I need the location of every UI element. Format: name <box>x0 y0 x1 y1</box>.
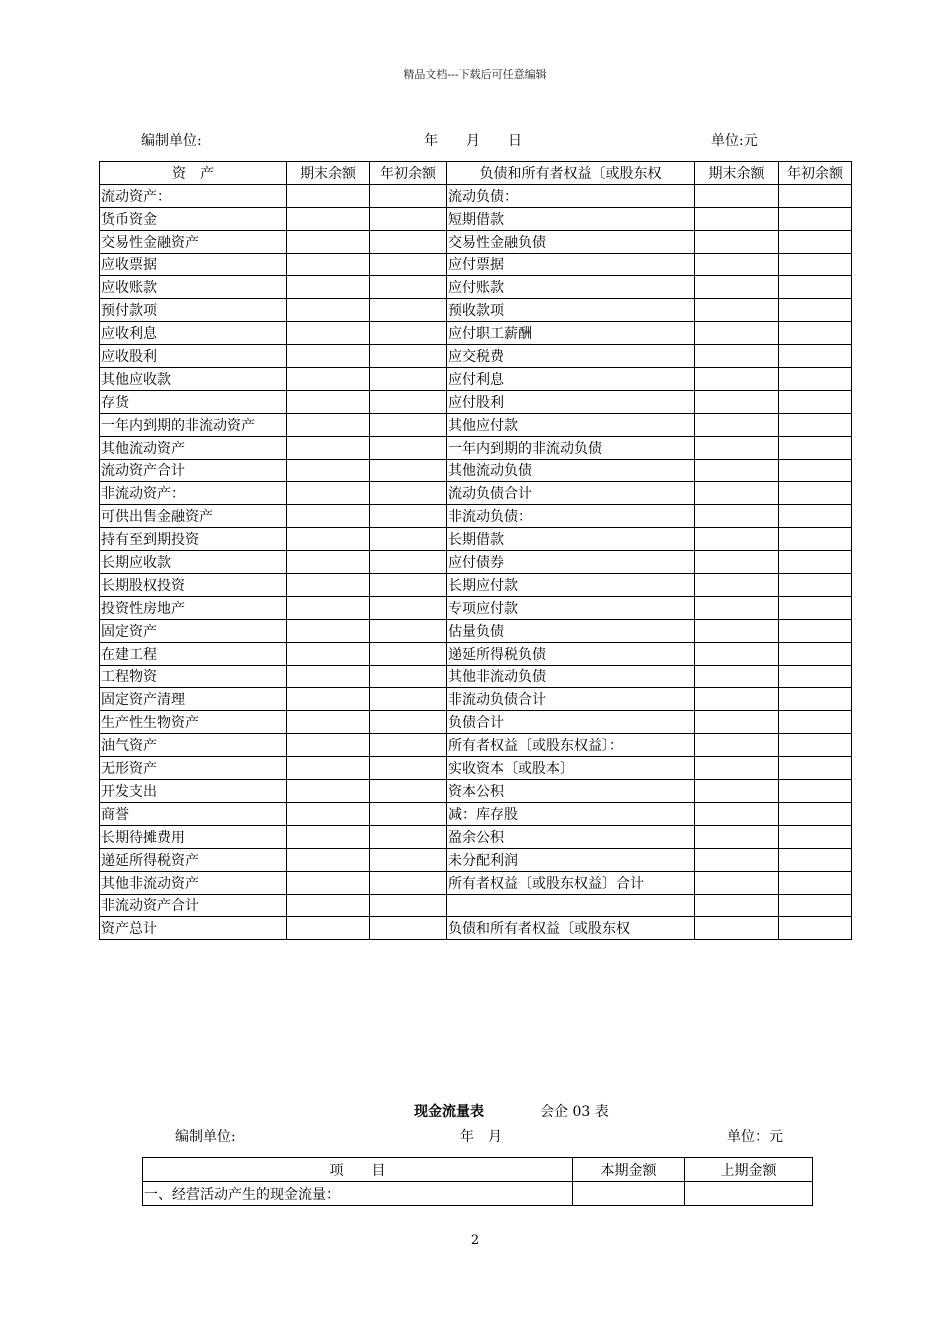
table-row <box>100 871 852 894</box>
asset-begin-balance[interactable] <box>370 482 447 505</box>
asset-begin-balance[interactable] <box>370 276 447 299</box>
asset-begin-balance[interactable] <box>370 848 447 871</box>
cash-flow-header-row <box>143 1158 813 1182</box>
liability-equity-item: 应付票据 <box>447 253 695 276</box>
liability-equity-item: 实收资本〔或股本〕 <box>447 757 695 780</box>
liability-end-balance[interactable] <box>695 848 779 871</box>
asset-item: 固定资产清理 <box>100 688 287 711</box>
asset-end-balance[interactable] <box>287 780 370 803</box>
liability-end-balance[interactable] <box>695 688 779 711</box>
table-row <box>100 390 852 413</box>
table-row <box>100 574 852 597</box>
asset-end-balance[interactable] <box>287 413 370 436</box>
liability-begin-balance[interactable] <box>779 459 852 482</box>
table-row <box>100 207 852 230</box>
liability-begin-balance[interactable] <box>779 551 852 574</box>
asset-item: 工程物资 <box>100 665 287 688</box>
asset-begin-balance[interactable] <box>370 184 447 207</box>
table-row <box>100 734 852 757</box>
liability-end-balance[interactable] <box>695 299 779 322</box>
table-row <box>143 1182 813 1206</box>
table-row <box>100 505 852 528</box>
asset-begin-balance[interactable] <box>370 917 447 940</box>
asset-item: 固定资产 <box>100 619 287 642</box>
liability-equity-item: 未分配利润 <box>447 848 695 871</box>
liability-end-balance[interactable] <box>695 528 779 551</box>
liability-begin-balance[interactable] <box>779 802 852 825</box>
liability-begin-balance[interactable] <box>779 322 852 345</box>
asset-item: 预付款项 <box>100 299 287 322</box>
liability-equity-item: 估量负债 <box>447 619 695 642</box>
asset-end-balance[interactable] <box>287 825 370 848</box>
table-row <box>100 299 852 322</box>
asset-item: 无形资产 <box>100 757 287 780</box>
liability-equity-item: 长期应付款 <box>447 574 695 597</box>
asset-item: 长期待摊费用 <box>100 825 287 848</box>
asset-end-balance[interactable] <box>287 802 370 825</box>
asset-item: 交易性金融资产 <box>100 230 287 253</box>
liability-end-balance[interactable] <box>695 574 779 597</box>
table-row <box>100 184 852 207</box>
liability-end-balance[interactable] <box>695 505 779 528</box>
liability-begin-balance[interactable] <box>779 390 852 413</box>
asset-begin-balance[interactable] <box>370 825 447 848</box>
asset-begin-balance[interactable] <box>370 368 447 391</box>
asset-begin-balance[interactable] <box>370 757 447 780</box>
table-row <box>100 528 852 551</box>
liability-begin-balance[interactable] <box>779 688 852 711</box>
liability-begin-balance[interactable] <box>779 871 852 894</box>
asset-item: 长期股权投资 <box>100 574 287 597</box>
asset-item: 油气资产 <box>100 734 287 757</box>
header-assets-end-balance: 期末余额 <box>287 162 370 185</box>
liability-end-balance[interactable] <box>695 551 779 574</box>
asset-begin-balance[interactable] <box>370 551 447 574</box>
liability-begin-balance[interactable] <box>779 482 852 505</box>
liability-end-balance[interactable] <box>695 734 779 757</box>
liability-equity-item: 一年内到期的非流动负债 <box>447 436 695 459</box>
asset-item: 非流动资产合计 <box>100 894 287 917</box>
asset-end-balance[interactable] <box>287 322 370 345</box>
liability-equity-item: 所有者权益〔或股东权益〕合计 <box>447 871 695 894</box>
current-amount[interactable] <box>573 1182 685 1206</box>
liability-begin-balance[interactable] <box>779 711 852 734</box>
date-day: 日 <box>508 133 522 149</box>
asset-begin-balance[interactable] <box>370 596 447 619</box>
table-row <box>100 619 852 642</box>
header-liabilities-end-balance: 期末余额 <box>695 162 779 185</box>
table-row <box>100 825 852 848</box>
table-row <box>100 848 852 871</box>
asset-end-balance[interactable] <box>287 207 370 230</box>
liability-end-balance[interactable] <box>695 276 779 299</box>
asset-end-balance[interactable] <box>287 253 370 276</box>
liability-end-balance[interactable] <box>695 711 779 734</box>
liability-end-balance[interactable] <box>695 642 779 665</box>
asset-item: 投资性房地产 <box>100 596 287 619</box>
asset-item: 生产性生物资产 <box>100 711 287 734</box>
asset-end-balance[interactable] <box>287 184 370 207</box>
cash-flow-table <box>142 1157 813 1206</box>
table-row <box>100 711 852 734</box>
asset-begin-balance[interactable] <box>370 780 447 803</box>
liability-begin-balance[interactable] <box>779 574 852 597</box>
liability-equity-item: 应付债券 <box>447 551 695 574</box>
asset-item: 可供出售金融资产 <box>100 505 287 528</box>
liability-begin-balance[interactable] <box>779 184 852 207</box>
header-item: 项 目 <box>143 1158 573 1182</box>
table-row <box>100 780 852 803</box>
cash-flow-title: 现金流量表 <box>414 1104 484 1120</box>
liability-end-balance[interactable] <box>695 825 779 848</box>
liability-end-balance[interactable] <box>695 184 779 207</box>
asset-item: 其他流动资产 <box>100 436 287 459</box>
liability-equity-item: 非流动负债合计 <box>447 688 695 711</box>
table-row <box>100 368 852 391</box>
liability-end-balance[interactable] <box>695 596 779 619</box>
table-row <box>100 688 852 711</box>
asset-end-balance[interactable] <box>287 551 370 574</box>
asset-item: 持有至到期投资 <box>100 528 287 551</box>
liability-equity-item: 专项应付款 <box>447 596 695 619</box>
liability-begin-balance[interactable] <box>779 528 852 551</box>
liability-equity-item: 所有者权益〔或股东权益〕： <box>447 734 695 757</box>
cash-flow-unit-label: 编制单位: <box>175 1129 236 1145</box>
header-liabilities-equity: 负债和所有者权益〔或股东权 <box>447 162 695 185</box>
asset-end-balance[interactable] <box>287 459 370 482</box>
liability-equity-item: 负债和所有者权益〔或股东权 <box>447 917 695 940</box>
liability-begin-balance[interactable] <box>779 345 852 368</box>
asset-begin-balance[interactable] <box>370 299 447 322</box>
liability-end-balance[interactable] <box>695 230 779 253</box>
asset-begin-balance[interactable] <box>370 345 447 368</box>
asset-begin-balance[interactable] <box>370 436 447 459</box>
header-liabilities-begin-balance: 年初余额 <box>779 162 852 185</box>
asset-item: 流动资产： <box>100 184 287 207</box>
asset-item: 其他应收款 <box>100 368 287 391</box>
asset-begin-balance[interactable] <box>370 802 447 825</box>
liability-equity-item: 递延所得税负债 <box>447 642 695 665</box>
liability-end-balance[interactable] <box>695 665 779 688</box>
asset-item: 开发支出 <box>100 780 287 803</box>
liability-end-balance[interactable] <box>695 345 779 368</box>
asset-end-balance[interactable] <box>287 757 370 780</box>
liability-end-balance[interactable] <box>695 368 779 391</box>
asset-item: 应收股利 <box>100 345 287 368</box>
liability-begin-balance[interactable] <box>779 780 852 803</box>
liability-equity-item: 资本公积 <box>447 780 695 803</box>
date-year: 年 <box>424 133 438 149</box>
header-assets-begin-balance: 年初余额 <box>370 162 447 185</box>
liability-equity-item: 流动负债合计 <box>447 482 695 505</box>
liability-end-balance[interactable] <box>695 436 779 459</box>
asset-item: 应收利息 <box>100 322 287 345</box>
page-number: 2 <box>470 1233 480 1248</box>
cf-date-month: 月 <box>488 1129 502 1145</box>
liability-equity-item: 应付股利 <box>447 390 695 413</box>
balance-sheet-header-row <box>100 162 852 185</box>
liability-equity-item: 盈余公积 <box>447 825 695 848</box>
liability-begin-balance[interactable] <box>779 253 852 276</box>
table-row <box>100 665 852 688</box>
liability-begin-balance[interactable] <box>779 894 852 917</box>
asset-end-balance[interactable] <box>287 505 370 528</box>
liability-begin-balance[interactable] <box>779 642 852 665</box>
asset-begin-balance[interactable] <box>370 207 447 230</box>
asset-end-balance[interactable] <box>287 596 370 619</box>
table-row <box>100 322 852 345</box>
asset-end-balance[interactable] <box>287 734 370 757</box>
asset-end-balance[interactable] <box>287 276 370 299</box>
asset-begin-balance[interactable] <box>370 322 447 345</box>
asset-item: 应收票据 <box>100 253 287 276</box>
liability-begin-balance[interactable] <box>779 413 852 436</box>
page-header: 精品文档---下载后可任意编辑 <box>403 68 547 81</box>
liability-equity-item: 长期借款 <box>447 528 695 551</box>
asset-end-balance[interactable] <box>287 299 370 322</box>
asset-end-balance[interactable] <box>287 230 370 253</box>
liability-end-balance[interactable] <box>695 253 779 276</box>
asset-begin-balance[interactable] <box>370 619 447 642</box>
liability-equity-item: 应付职工薪酬 <box>447 322 695 345</box>
asset-end-balance[interactable] <box>287 848 370 871</box>
liability-end-balance[interactable] <box>695 917 779 940</box>
asset-end-balance[interactable] <box>287 619 370 642</box>
asset-begin-balance[interactable] <box>370 390 447 413</box>
table-row <box>100 917 852 940</box>
liability-begin-balance[interactable] <box>779 368 852 391</box>
asset-end-balance[interactable] <box>287 894 370 917</box>
liability-begin-balance[interactable] <box>779 207 852 230</box>
asset-item: 在建工程 <box>100 642 287 665</box>
liability-begin-balance[interactable] <box>779 230 852 253</box>
balance-sheet-table <box>99 161 852 940</box>
liability-begin-balance[interactable] <box>779 505 852 528</box>
table-row <box>100 230 852 253</box>
previous-amount[interactable] <box>685 1182 813 1206</box>
balance-sheet-currency: 单位:元 <box>711 133 758 149</box>
header-current-amount: 本期金额 <box>573 1158 685 1182</box>
asset-begin-balance[interactable] <box>370 230 447 253</box>
liability-begin-balance[interactable] <box>779 276 852 299</box>
liability-end-balance[interactable] <box>695 757 779 780</box>
cf-date-year: 年 <box>460 1129 474 1145</box>
liability-end-balance[interactable] <box>695 894 779 917</box>
asset-end-balance[interactable] <box>287 390 370 413</box>
liability-end-balance[interactable] <box>695 871 779 894</box>
asset-item: 长期应收款 <box>100 551 287 574</box>
liability-equity-item: 其他流动负债 <box>447 459 695 482</box>
asset-begin-balance[interactable] <box>370 253 447 276</box>
liability-end-balance[interactable] <box>695 390 779 413</box>
asset-item: 应收账款 <box>100 276 287 299</box>
liability-equity-item: 应付利息 <box>447 368 695 391</box>
liability-begin-balance[interactable] <box>779 619 852 642</box>
asset-item: 货币资金 <box>100 207 287 230</box>
liability-equity-item: 非流动负债： <box>447 505 695 528</box>
asset-begin-balance[interactable] <box>370 574 447 597</box>
asset-end-balance[interactable] <box>287 436 370 459</box>
table-row <box>100 253 852 276</box>
asset-item: 递延所得税资产 <box>100 848 287 871</box>
table-row <box>100 757 852 780</box>
liability-end-balance[interactable] <box>695 413 779 436</box>
asset-begin-balance[interactable] <box>370 528 447 551</box>
liability-end-balance[interactable] <box>695 322 779 345</box>
liability-equity-item: 预收款项 <box>447 299 695 322</box>
asset-item: 存货 <box>100 390 287 413</box>
asset-end-balance[interactable] <box>287 528 370 551</box>
asset-item: 一年内到期的非流动资产 <box>100 413 287 436</box>
cash-flow-item: 一、经营活动产生的现金流量： <box>143 1182 573 1206</box>
liability-begin-balance[interactable] <box>779 436 852 459</box>
liability-equity-item: 减：库存股 <box>447 802 695 825</box>
liability-begin-balance[interactable] <box>779 757 852 780</box>
asset-begin-balance[interactable] <box>370 459 447 482</box>
asset-begin-balance[interactable] <box>370 642 447 665</box>
cash-flow-body <box>143 1182 813 1206</box>
asset-begin-balance[interactable] <box>370 688 447 711</box>
liability-end-balance[interactable] <box>695 780 779 803</box>
table-row <box>100 436 852 459</box>
table-row <box>100 894 852 917</box>
liability-equity-item: 交易性金融负债 <box>447 230 695 253</box>
liability-begin-balance[interactable] <box>779 917 852 940</box>
asset-item: 其他非流动资产 <box>100 871 287 894</box>
liability-begin-balance[interactable] <box>779 596 852 619</box>
table-row <box>100 596 852 619</box>
asset-end-balance[interactable] <box>287 917 370 940</box>
table-row <box>100 482 852 505</box>
asset-end-balance[interactable] <box>287 665 370 688</box>
table-row <box>100 551 852 574</box>
balance-sheet-unit-label: 编制单位: <box>141 133 202 149</box>
liability-end-balance[interactable] <box>695 482 779 505</box>
liability-equity-item: 其他非流动负债 <box>447 665 695 688</box>
liability-equity-item: 应交税费 <box>447 345 695 368</box>
header-assets: 资 产 <box>100 162 287 185</box>
table-row <box>100 802 852 825</box>
table-row <box>100 459 852 482</box>
asset-end-balance[interactable] <box>287 871 370 894</box>
asset-end-balance[interactable] <box>287 688 370 711</box>
asset-end-balance[interactable] <box>287 368 370 391</box>
balance-sheet-date <box>424 130 522 150</box>
asset-end-balance[interactable] <box>287 711 370 734</box>
asset-begin-balance[interactable] <box>370 413 447 436</box>
cash-flow-currency: 单位：元 <box>727 1129 783 1145</box>
liability-begin-balance[interactable] <box>779 665 852 688</box>
asset-begin-balance[interactable] <box>370 734 447 757</box>
asset-end-balance[interactable] <box>287 642 370 665</box>
table-row <box>100 642 852 665</box>
cash-flow-date <box>460 1126 502 1146</box>
asset-end-balance[interactable] <box>287 574 370 597</box>
table-row <box>100 345 852 368</box>
asset-item: 非流动资产： <box>100 482 287 505</box>
liability-equity-item: 负债合计 <box>447 711 695 734</box>
liability-equity-item: 其他应付款 <box>447 413 695 436</box>
liability-begin-balance[interactable] <box>779 848 852 871</box>
asset-begin-balance[interactable] <box>370 711 447 734</box>
liability-equity-item <box>447 894 695 917</box>
cash-flow-form-number: 会企 03 表 <box>540 1104 609 1120</box>
asset-item: 流动资产合计 <box>100 459 287 482</box>
liability-end-balance[interactable] <box>695 619 779 642</box>
liability-equity-item: 短期借款 <box>447 207 695 230</box>
liability-begin-balance[interactable] <box>779 299 852 322</box>
date-month: 月 <box>466 133 480 149</box>
table-row <box>100 413 852 436</box>
liability-end-balance[interactable] <box>695 802 779 825</box>
liability-begin-balance[interactable] <box>779 734 852 757</box>
header-previous-amount: 上期金额 <box>685 1158 813 1182</box>
asset-begin-balance[interactable] <box>370 894 447 917</box>
liability-end-balance[interactable] <box>695 207 779 230</box>
asset-begin-balance[interactable] <box>370 665 447 688</box>
liability-begin-balance[interactable] <box>779 825 852 848</box>
asset-item: 资产总计 <box>100 917 287 940</box>
asset-end-balance[interactable] <box>287 482 370 505</box>
liability-equity-item: 流动负债： <box>447 184 695 207</box>
asset-item: 商誉 <box>100 802 287 825</box>
asset-begin-balance[interactable] <box>370 871 447 894</box>
liability-equity-item: 应付账款 <box>447 276 695 299</box>
asset-begin-balance[interactable] <box>370 505 447 528</box>
balance-sheet-body <box>100 184 852 939</box>
table-row <box>100 276 852 299</box>
liability-end-balance[interactable] <box>695 459 779 482</box>
asset-end-balance[interactable] <box>287 345 370 368</box>
